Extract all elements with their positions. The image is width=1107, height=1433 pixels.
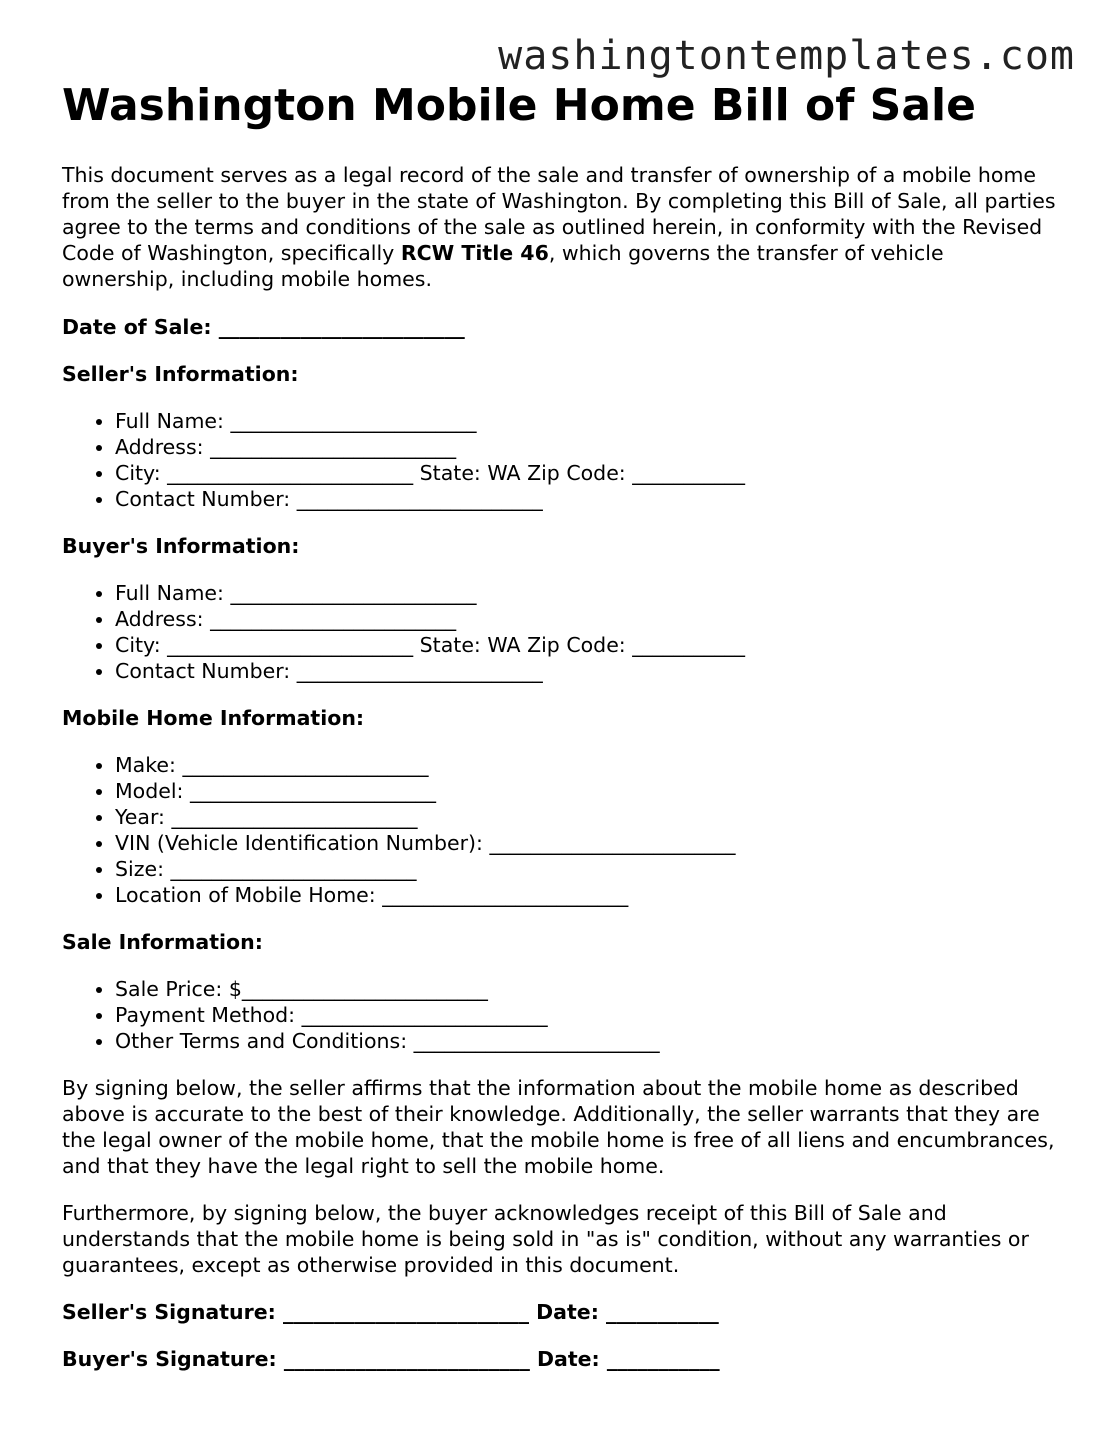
seller-contact-field[interactable]: • Contact Number: ________________________	[115, 486, 1062, 512]
make-field[interactable]: • Make: ________________________	[115, 752, 1062, 778]
seller-info-list	[62, 408, 1062, 512]
location-field[interactable]: • Location of Mobile Home: ________________________	[115, 882, 1062, 908]
document-title: Washington Mobile Home Bill of Sale	[62, 80, 976, 131]
mobile-home-list	[62, 752, 1062, 908]
date-of-sale-field[interactable]: Date of Sale: ________________________	[62, 315, 465, 339]
model-field[interactable]: • Model: ________________________	[115, 778, 1062, 804]
rcw-reference: RCW Title 46	[400, 241, 549, 265]
seller-address-field[interactable]: • Address: ________________________	[115, 434, 1062, 460]
year-field[interactable]: • Year: ________________________	[115, 804, 1062, 830]
buyer-info-list	[62, 580, 1062, 684]
seller-signature-blank: ________________________	[283, 1300, 529, 1324]
buyer-contact-field[interactable]: • Contact Number: ________________________	[115, 658, 1062, 684]
date-of-sale-blank[interactable]: ________________________	[218, 315, 465, 339]
seller-info-heading: Seller's Information:	[62, 362, 299, 386]
payment-method-field[interactable]: • Payment Method: ________________________	[115, 1002, 1062, 1028]
other-terms-field[interactable]: • Other Terms and Conditions: ________________________	[115, 1028, 1062, 1054]
buyer-city-state-zip-field[interactable]: • City: ________________________ State: WA Zip Code: ___________	[115, 632, 1062, 658]
document-body	[62, 80, 1062, 1372]
buyer-signature-blank: ________________________	[283, 1347, 530, 1371]
buyer-signature-line[interactable]: Buyer's Signature: ________________________ Date: ___________	[62, 1347, 720, 1371]
seller-signature-line[interactable]: Seller's Signature: ________________________ Date: ___________	[62, 1300, 719, 1324]
seller-full-name-field[interactable]: • Full Name: ________________________	[115, 408, 1062, 434]
buyer-full-name-field[interactable]: • Full Name: ________________________	[115, 580, 1062, 606]
vin-field[interactable]: • VIN (Vehicle Identification Number): ________________________	[115, 830, 1062, 856]
size-field[interactable]: • Size: ________________________	[115, 856, 1062, 882]
sale-price-field[interactable]: • Sale Price: $________________________	[115, 976, 1062, 1002]
intro-paragraph: This document serves as a legal record of the sale and transfer of ownership of a mobile home from the seller to the buyer in the state of Washington. By completing this Bill of Sale, all parties agree to the terms and conditions of the sale as outlined herein, in conformity with the Revised Code of Washington, specifically RCW Title 46, which governs the transfer of vehicle ownership, including mobile homes.	[62, 163, 1056, 291]
seller-affirmation-paragraph: By signing below, the seller affirms that the information about the mobile home as described above is accurate to the best of their knowledge. Additionally, the seller warrants that they are the legal owner of the mobile home, that the mobile home is free of all liens and encumbrances, and that they have the legal right to sell the mobile home.	[62, 1076, 1055, 1178]
buyer-acknowledgement-paragraph: Furthermore, by signing below, the buyer acknowledges receipt of this Bill of Sale and understands that the mobile home is being sold in "as is" condition, without any warranties or guarantees, except as otherwise provided in this document.	[62, 1201, 1029, 1277]
buyer-info-heading: Buyer's Information:	[62, 534, 300, 558]
buyer-date-blank: ___________	[606, 1347, 720, 1371]
sale-info-list	[62, 976, 1062, 1054]
sale-info-heading: Sale Information:	[62, 930, 263, 954]
site-watermark: washingtontemplates.com	[498, 33, 1075, 79]
buyer-address-field[interactable]: • Address: ________________________	[115, 606, 1062, 632]
seller-date-blank: ___________	[606, 1300, 719, 1324]
mobile-home-heading: Mobile Home Information:	[62, 706, 365, 730]
seller-city-state-zip-field[interactable]: • City: ________________________ State: WA Zip Code: ___________	[115, 460, 1062, 486]
